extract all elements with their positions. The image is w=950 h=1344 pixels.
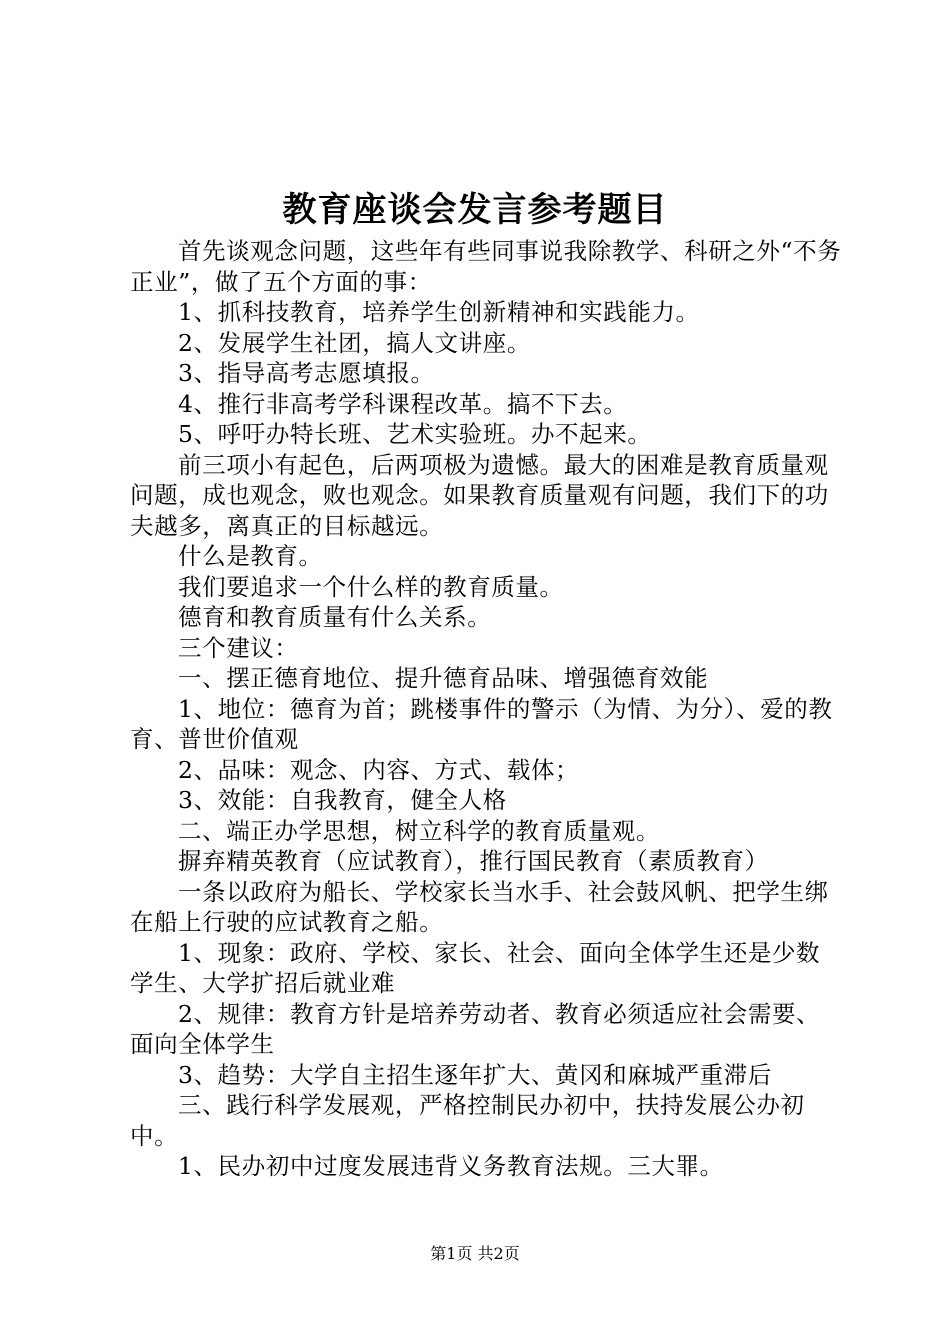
paragraph: 三个建议： bbox=[178, 633, 299, 662]
paragraph: 首先谈观念问题，这些年有些同事说我除教学、科研之外“不务正业”，做了五个方面的事： bbox=[130, 237, 842, 296]
page-number-footer: 第1页 共2页 bbox=[430, 1244, 520, 1263]
paragraph: 5、呼吁办特长班、艺术实验班。办不起来。 bbox=[178, 420, 652, 448]
paragraph: 摒弃精英教育（应试教育），推行国民教育（素质教育） bbox=[178, 847, 769, 875]
document-body bbox=[130, 236, 842, 1182]
paragraph: 2、发展学生社团，搞人文讲座。 bbox=[178, 328, 531, 357]
paragraph: 1、民办初中过度发展违背义务教育法规。三大罪。 bbox=[178, 1152, 724, 1180]
paragraph: 3、趋势：大学自主招生逐年扩大、黄冈和麻城严重滞后 bbox=[178, 1060, 772, 1089]
paragraph: 一、摆正德育地位、提升德育品味、增强德育效能 bbox=[178, 664, 709, 692]
paragraph: 1、抓科技教育，培养学生创新精神和实践能力。 bbox=[178, 298, 700, 326]
paragraph: 二、端正办学思想，树立科学的教育质量观。 bbox=[178, 816, 660, 845]
paragraph: 1、现象：政府、学校、家长、社会、面向全体学生还是少数学生、大学扩招后就业难 bbox=[130, 938, 821, 997]
paragraph: 一条以政府为船长、学校家长当水手、社会鼓风帆、把学生绑在船上行驶的应试教育之船。 bbox=[130, 877, 829, 936]
paragraph: 4、推行非高考学科课程改革。搞不下去。 bbox=[178, 389, 628, 418]
paragraph: 2、规律：教育方针是培养劳动者、教育必须适应社会需要、面向全体学生 bbox=[130, 999, 821, 1058]
paragraph: 我们要追求一个什么样的教育质量。 bbox=[178, 572, 564, 601]
document-title: 教育座谈会发言参考题目 bbox=[282, 190, 668, 230]
paragraph: 前三项小有起色，后两项极为遗憾。最大的困难是教育质量观问题，成也观念，败也观念。如果教育质量观有问题，我们下的功夫越多，离真正的目标越远。 bbox=[130, 450, 829, 540]
paragraph: 3、效能：自我教育，健全人格 bbox=[178, 786, 507, 814]
paragraph: 2、品味：观念、内容、方式、载体； bbox=[178, 755, 580, 784]
paragraph: 三、践行科学发展观，严格控制民办初中，扶持发展公办初中。 bbox=[130, 1091, 805, 1150]
paragraph: 3、指导高考志愿填报。 bbox=[178, 359, 435, 387]
paragraph: 什么是教育。 bbox=[178, 542, 323, 570]
paragraph: 1、地位：德育为首；跳楼事件的警示（为情、为分）、爱的教育、普世价值观 bbox=[130, 694, 833, 753]
paragraph: 德育和教育质量有什么关系。 bbox=[178, 603, 492, 631]
